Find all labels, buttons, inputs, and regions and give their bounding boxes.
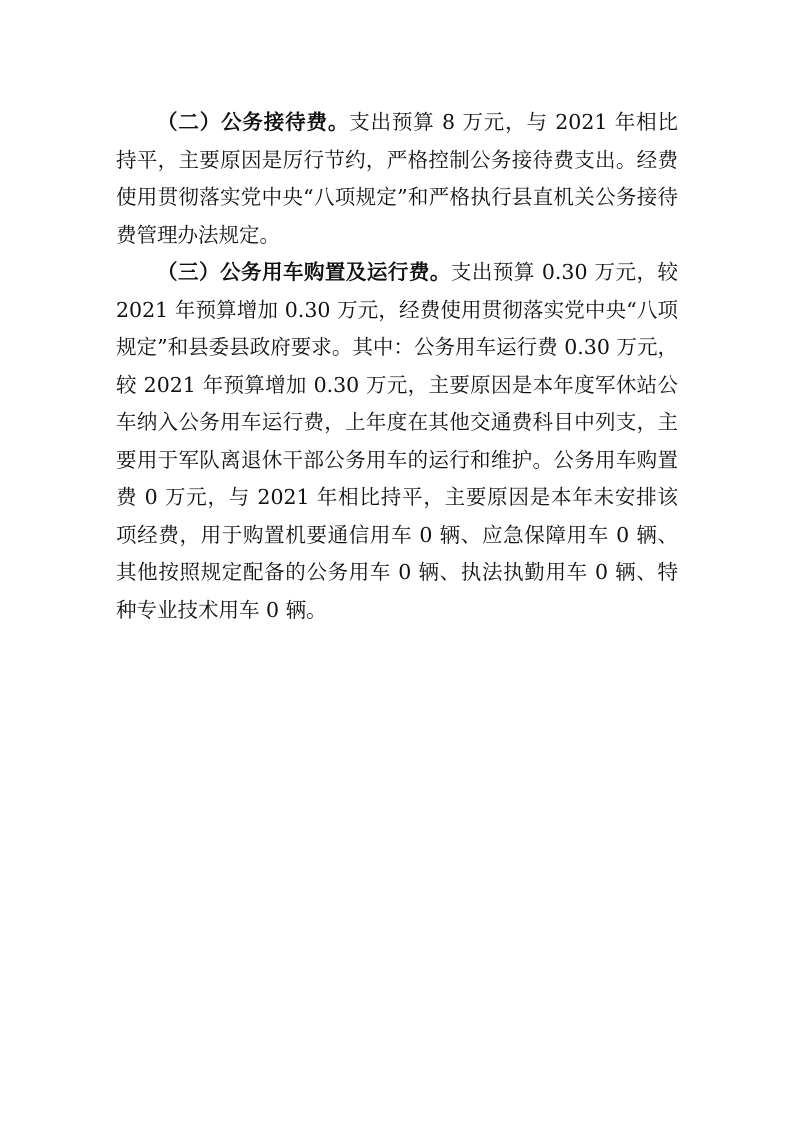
paragraph-text-official-reception: 支出预算 8 万元，与 2021 年相比持平，主要原因是厉行节约，严格控制公务接待费支出。经费使用贯彻落实党中央“八项规定”和严格执行县直机关公务接待费管理办法规定。 xyxy=(116,110,678,247)
document-body xyxy=(116,104,678,629)
paragraph-official-reception xyxy=(116,104,678,254)
paragraph-text-official-vehicles: 支出预算 0.30 万元，较 2021 年预算增加 0.30 万元，经费使用贯彻落实党中央“八项规定”和县委县政府要求。其中：公务用车运行费 0.30 万元，较 2021 年预算增加 0.30 万元，主要原因是本年度军休站公车纳入公务用车运行费，上年度在其他交通费科目中列支，主要用于军队离退休干部公务用车的运行和维护。公务用车购置费 0 万元，与 2021 年相比持平，主要原因是本年未安排该项经费，用于购置机要通信用车 0 辆、应急保障用车 0 辆、其他按照规定配备的公务用车 0 辆、执法执勤用车 0 辆、特种专业技术用车 0 辆。 xyxy=(116,260,678,622)
section-heading-official-reception: （二）公务接待费。 xyxy=(157,110,350,134)
paragraph-official-vehicles xyxy=(116,254,678,629)
section-heading-official-vehicles: （三）公务用车购置及运行费。 xyxy=(157,260,451,284)
